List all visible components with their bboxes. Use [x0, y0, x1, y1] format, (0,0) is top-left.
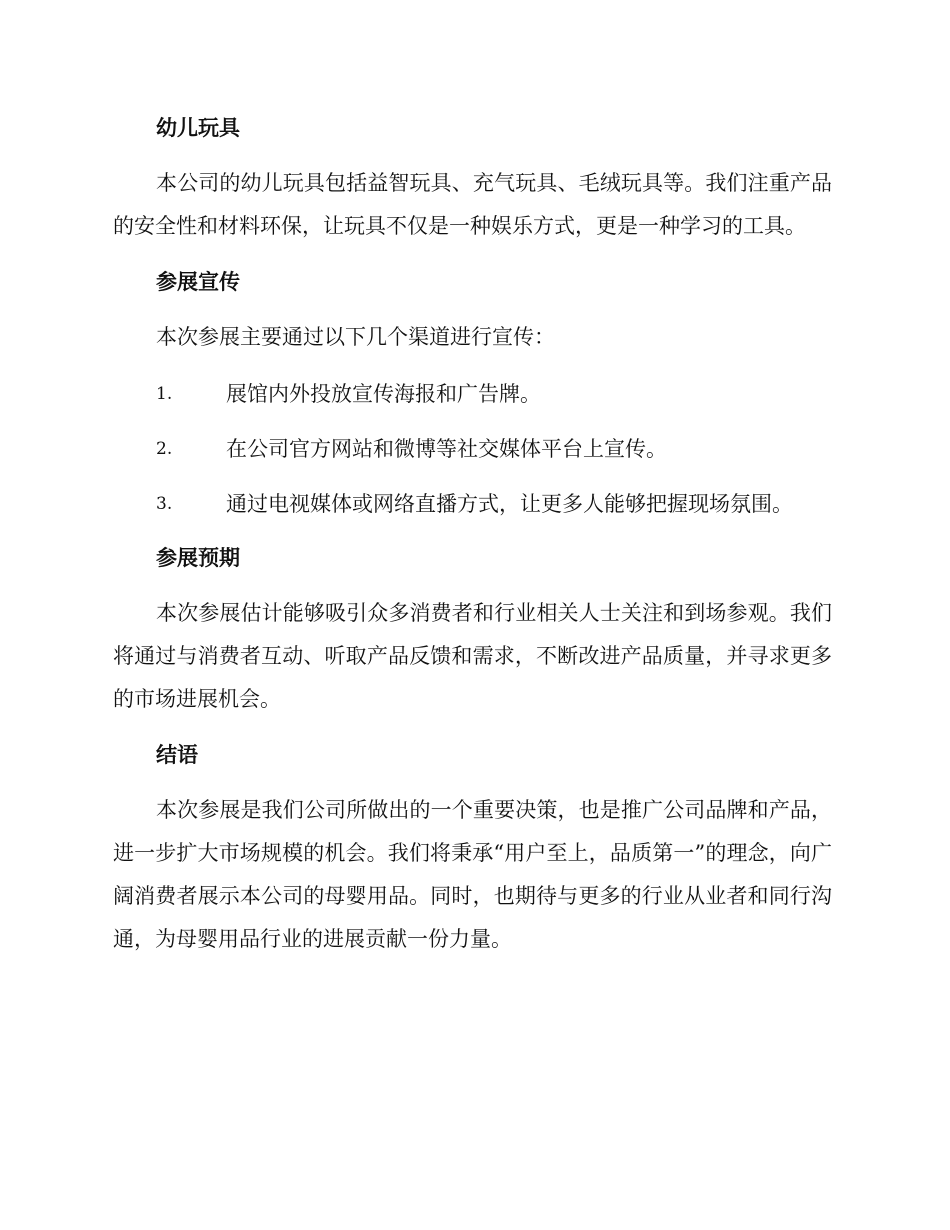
list-item-text: 在公司官方网站和微博等社交媒体平台上宣传。	[226, 437, 667, 461]
list-item-text: 通过电视媒体或网络直播方式，让更多人能够把握现场氛围。	[226, 492, 793, 516]
list-item-number: 3.	[156, 494, 173, 514]
list-item-number: 2.	[156, 439, 173, 459]
section-intro-promotion: 本次参展主要通过以下几个渠道进行宣传：	[156, 325, 555, 349]
section-heading-expectation: 参展预期	[156, 546, 240, 570]
section-heading-promotion: 参展宣传	[156, 270, 240, 294]
list-item-number: 1.	[156, 384, 173, 404]
section-paragraph-conclusion: 本次参展是我们公司所做出的一个重要决策，也是推广公司品牌和产品，进一步扩大市场规模的机会。我们将秉承“用户至上，品质第一”的理念，向广阔消费者展示本公司的母婴用品。同时，也期待与更多的行业从业者和同行沟通，为母婴用品行业的进展贡献一份力量。	[113, 798, 832, 951]
section-paragraph-expectation: 本次参展估计能够吸引众多消费者和行业相关人士关注和到场参观。我们将通过与消费者互动、听取产品反馈和需求，不断改进产品质量，并寻求更多的市场进展机会。	[113, 601, 832, 711]
section-paragraph-toys: 本公司的幼儿玩具包括益智玩具、充气玩具、毛绒玩具等。我们注重产品的安全性和材料环保，让玩具不仅是一种娱乐方式，更是一种学习的工具。	[113, 171, 832, 238]
list-item	[113, 428, 832, 471]
section-heading-conclusion: 结语	[156, 743, 198, 767]
list-item	[113, 373, 832, 416]
list-item	[113, 483, 832, 526]
promotion-channel-list	[113, 373, 832, 526]
section-heading-toys: 幼儿玩具	[156, 116, 240, 140]
list-item-text: 展馆内外投放宣传海报和广告牌。	[226, 382, 541, 406]
